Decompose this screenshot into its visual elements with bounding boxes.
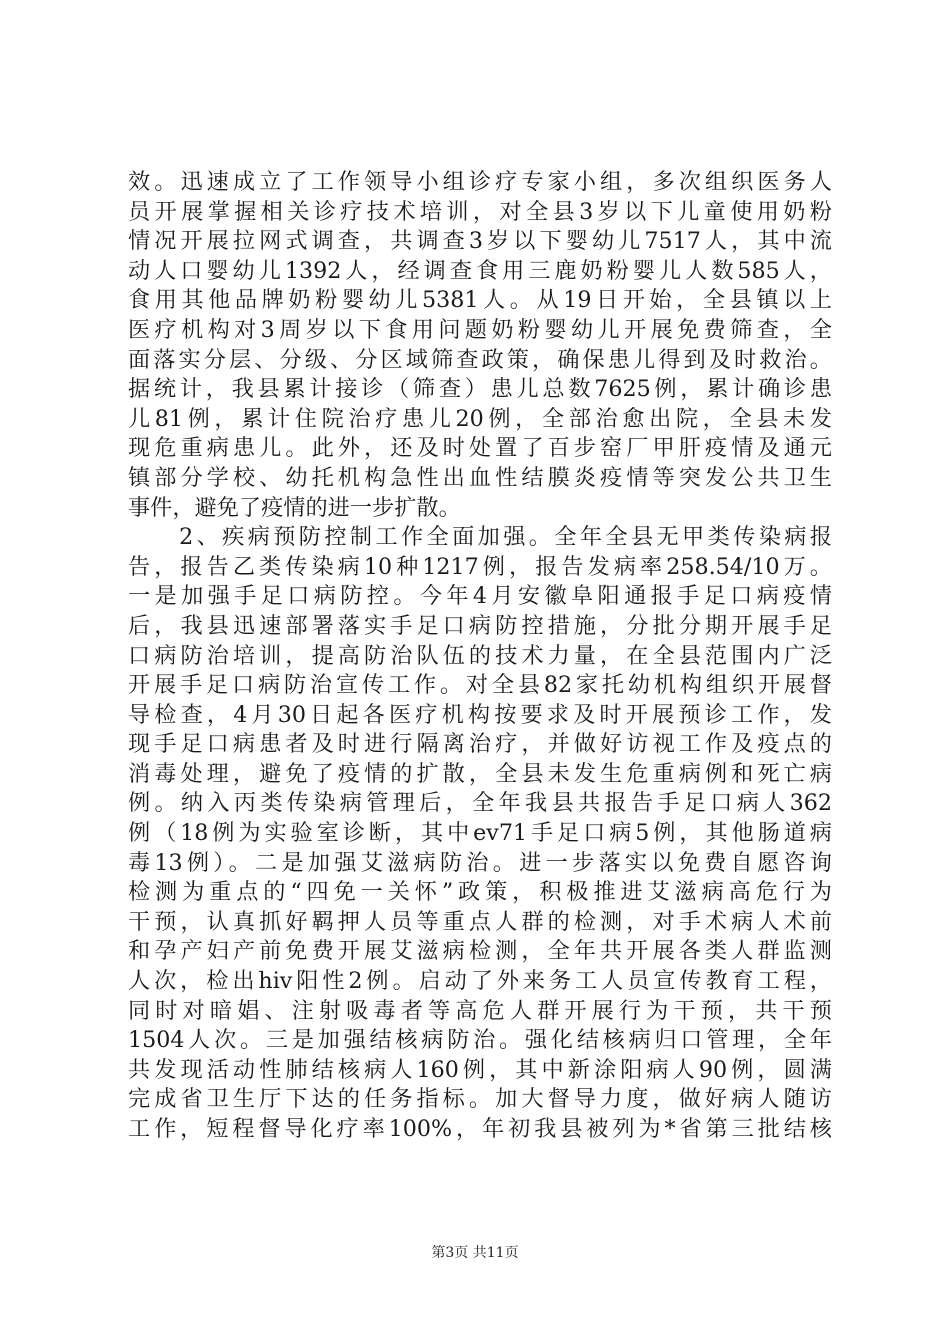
text-line: 医疗机构对3周岁以下食用问题奶粉婴幼儿开展免费筛查，全: [128, 316, 832, 343]
text-line: 1504人次。三是加强结核病防治。强化结核病归口管理，全年: [128, 1027, 832, 1054]
text-line: 人次，检出hiv阳性2例。启动了外来务工人员宣传教育工程，: [128, 968, 832, 995]
text-line: 共发现活动性肺结核病人160例，其中新涂阳病人90例，圆满: [128, 1056, 832, 1083]
text-line: 完成省卫生厅下达的任务指标。加大督导力度，做好病人随访: [128, 1086, 832, 1113]
text-line: 情况开展拉网式调查，共调查3岁以下婴幼儿7517人，其中流: [128, 228, 832, 255]
document-body: [128, 168, 832, 1145]
text-line: 儿81例，累计住院治疗患儿20例，全部治愈出院，全县未发: [128, 405, 832, 432]
text-line: 同时对暗娼、注射吸毒者等高危人群开展行为干预，共干预: [128, 997, 832, 1024]
page-number-footer: 第3页 共11页: [431, 1245, 519, 1261]
text-line: 检测为重点的“四免一关怀”政策，积极推进艾滋病高危行为: [128, 879, 832, 906]
text-line: 例。纳入丙类传染病管理后，全年我县共报告手足口病人362: [128, 790, 832, 817]
text-line: 面落实分层、分级、分区域筛查政策，确保患儿得到及时救治。: [128, 346, 832, 373]
text-line: 工作，短程督导化疗率100%，年初我县被列为*省第三批结核: [128, 1116, 832, 1142]
text-line: 导检查，4月30日起各医疗机构按要求及时开展预诊工作，发: [128, 701, 832, 728]
text-line: 动人口婴幼儿1392人，经调查食用三鹿奶粉婴儿人数585人，: [128, 257, 832, 284]
text-line: 员开展掌握相关诊疗技术培训，对全县3岁以下儿童使用奶粉: [128, 198, 832, 225]
text-line: 干预，认真抓好羁押人员等重点人群的检测，对手术病人术前: [128, 908, 832, 935]
text-line: 食用其他品牌奶粉婴幼儿5381人。从19日开始，全县镇以上: [128, 287, 832, 314]
text-line: 口病防治培训，提高防治队伍的技术力量，在全县范围内广泛: [128, 642, 832, 669]
text-line: 毒13例）。二是加强艾滋病防治。进一步落实以免费自愿咨询: [128, 849, 832, 876]
text-line: 一是加强手足口病防控。今年4月安徽阜阳通报手足口病疫情: [128, 583, 832, 610]
text-line: 效。迅速成立了工作领导小组诊疗专家小组，多次组织医务人: [128, 169, 832, 195]
text-line: 现手足口病患者及时进行隔离治疗，并做好访视工作及疫点的: [128, 731, 832, 758]
text-line: 后，我县迅速部署落实手足口病防控措施，分批分期开展手足: [128, 612, 832, 639]
text-line: 据统计，我县累计接诊（筛查）患儿总数7625例，累计确诊患: [128, 376, 832, 403]
text-line: 告，报告乙类传染病10种1217例，报告发病率258.54/10万。: [128, 553, 832, 580]
text-line: 现危重病患儿。此外，还及时处置了百步窑厂甲肝疫情及通元: [128, 435, 832, 462]
text-line: 例（18例为实验室诊断，其中ev71手足口病5例，其他肠道病: [128, 820, 832, 847]
text-line: 事件，避免了疫情的进一步扩散。: [128, 494, 461, 521]
text-line: 镇部分学校、幼托机构急性出血性结膜炎疫情等突发公共卫生: [128, 464, 832, 491]
text-line: 消毒处理，避免了疫情的扩散，全县未发生危重病例和死亡病: [128, 760, 832, 787]
text-line: 和孕产妇产前免费开展艾滋病检测，全年共开展各类人群监测: [128, 938, 832, 965]
text-line: 2、疾病预防控制工作全面加强。全年全县无甲类传染病报: [128, 524, 832, 551]
text-line: 开展手足口病防治宣传工作。对全县82家托幼机构组织开展督: [128, 672, 832, 699]
